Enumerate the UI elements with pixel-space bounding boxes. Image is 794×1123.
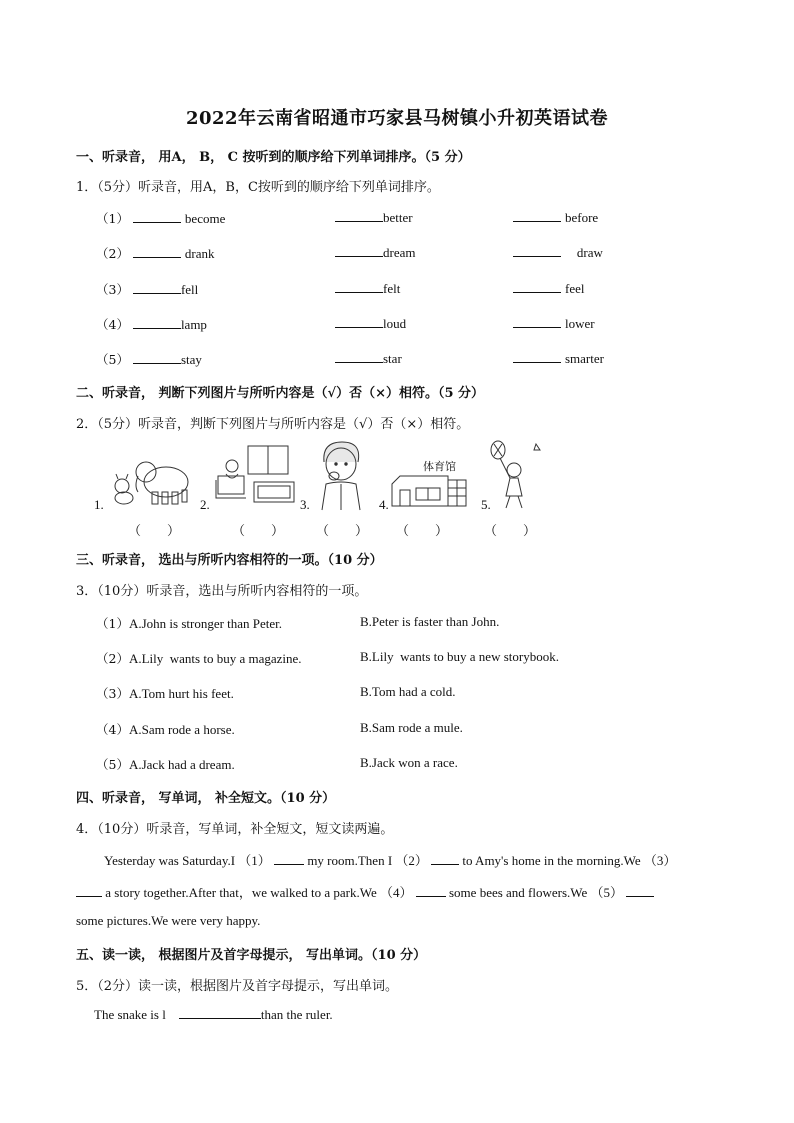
elephant-picture [108, 452, 198, 507]
option-b[interactable]: B.Lily wants to buy a new storybook. [360, 649, 559, 664]
sentence-start: The snake is l [94, 1007, 166, 1022]
list-item [96, 684, 234, 702]
picture-number: 3. [300, 497, 310, 512]
list-item [335, 315, 406, 332]
answer-paren[interactable]: （ ） [316, 524, 369, 539]
list-item [513, 350, 604, 367]
picture-number: 1. [94, 497, 104, 512]
list-item [513, 280, 584, 297]
word: become [184, 211, 226, 226]
answer-blank[interactable] [133, 316, 181, 329]
list-item [513, 209, 598, 226]
item-number: （5） [96, 352, 129, 367]
passage-text: to Amy's home in the morning.We （3） [462, 853, 677, 868]
answer-blank[interactable] [133, 281, 181, 294]
item-number: （4） [96, 317, 129, 332]
answer-paren[interactable]: （ ） [396, 524, 449, 539]
option-b[interactable]: B.Peter is faster than John. [360, 614, 500, 629]
section-2-heading: 二、听录音， 判断下列图片与所听内容是（√）否（×）相符。（5 分） [76, 386, 485, 401]
word: drank [184, 246, 215, 261]
picture-number: 5. [481, 497, 491, 512]
answer-blank[interactable] [626, 884, 654, 897]
list-item [513, 244, 603, 261]
item-number: （4） [96, 722, 129, 737]
passage-text: my room.Then I （2） [307, 853, 428, 868]
answer-blank[interactable] [335, 350, 383, 363]
section-1-heading: 一、听录音， 用A， B， C 按听到的顺序给下列单词排序。（5 分） [76, 150, 471, 165]
answer-blank[interactable] [513, 209, 561, 222]
badminton-girl-picture [488, 440, 548, 512]
word: loud [383, 316, 407, 331]
list-item [96, 315, 207, 333]
section-5-heading: 五、读一读， 根据图片及首字母提示， 写出单词。（10 分） [76, 948, 427, 963]
list-item [513, 315, 595, 332]
passage-line-2 [76, 882, 654, 901]
word: draw [576, 245, 603, 260]
passage-line-1 [104, 850, 676, 869]
section-3-heading: 三、听录音， 选出与所听内容相符的一项。（10 分） [76, 553, 383, 568]
passage-text: a story together.After that，we walked to a park.We （4） [105, 885, 413, 900]
question-2: 2．（5分）听录音，判断下列图片与所听内容是（√）否（×）相符。 [76, 417, 470, 432]
word: better [383, 210, 413, 225]
sentence [94, 1006, 333, 1023]
gym-sign: 体育馆 [423, 460, 456, 473]
option-a[interactable]: A.Sam rode a horse. [128, 722, 235, 737]
word: lamp [180, 317, 207, 332]
answer-paren[interactable]: （ ） [128, 524, 181, 539]
item-number: （1） [96, 211, 129, 226]
word: stay [180, 352, 202, 367]
passage-line-3: some pictures.We were very happy. [76, 913, 261, 928]
answer-blank[interactable] [335, 244, 383, 257]
option-a[interactable]: A.Lily wants to buy a magazine. [128, 651, 302, 666]
answer-blank[interactable] [133, 210, 181, 223]
answer-blank[interactable] [513, 315, 561, 328]
question-4: 4．（10分）听录音，写单词，补全短文，短文读两遍。 [76, 822, 394, 837]
word: felt [383, 281, 401, 296]
answer-blank[interactable] [133, 351, 181, 364]
living-room-picture [214, 442, 298, 508]
item-number: （3） [96, 686, 129, 701]
list-item [96, 614, 282, 632]
list-item [96, 720, 235, 738]
list-item [335, 350, 402, 367]
word: before [564, 210, 599, 225]
list-item [96, 649, 302, 667]
picture-number: 2. [200, 497, 210, 512]
list-item [335, 244, 415, 261]
item-number: （1） [96, 616, 129, 631]
picture-number: 4. [379, 497, 389, 512]
answer-blank[interactable] [335, 280, 383, 293]
answer-blank[interactable] [513, 280, 561, 293]
list-item [96, 209, 225, 227]
answer-blank[interactable] [335, 315, 383, 328]
answer-blank[interactable] [431, 852, 459, 865]
answer-blank[interactable] [335, 209, 383, 222]
answer-blank[interactable] [76, 884, 102, 897]
passage-text: some bees and flowers.We （5） [449, 885, 624, 900]
answer-blank[interactable] [274, 852, 304, 865]
answer-paren[interactable]: （ ） [484, 524, 537, 539]
option-a[interactable]: A.John is stronger than Peter. [128, 616, 283, 631]
list-item [96, 350, 202, 368]
page-title: 2022年云南省昭通市巧家县马树镇小升初英语试卷 [185, 108, 609, 129]
word: smarter [564, 351, 604, 366]
passage-text: Yesterday was Saturday.I （1） [104, 853, 271, 868]
gym-building-picture [390, 472, 468, 508]
option-b[interactable]: B.Tom had a cold. [360, 684, 456, 699]
word: fell [180, 282, 199, 297]
section-4-heading: 四、听录音， 写单词， 补全短文。（10 分） [76, 791, 336, 806]
option-a[interactable]: A.Jack had a dream. [128, 757, 235, 772]
answer-blank[interactable] [416, 884, 446, 897]
option-b[interactable]: B.Jack won a race. [360, 755, 458, 770]
list-item [96, 244, 215, 262]
word: feel [564, 281, 585, 296]
option-a[interactable]: A.Tom hurt his feet. [128, 686, 234, 701]
list-item [96, 755, 235, 773]
option-b[interactable]: B.Sam rode a mule. [360, 720, 463, 735]
answer-paren[interactable]: （ ） [232, 524, 285, 539]
answer-blank[interactable] [179, 1006, 261, 1019]
list-item [335, 280, 400, 297]
list-item [96, 280, 198, 298]
item-number: （5） [96, 757, 129, 772]
answer-blank[interactable] [133, 245, 181, 258]
item-number: （2） [96, 246, 129, 261]
question-1: 1．（5分）听录音，用A，B，C按听到的顺序给下列单词排序。 [76, 180, 440, 195]
word: dream [383, 245, 416, 260]
answer-blank[interactable] [513, 244, 561, 257]
question-5: 5．（2分）读一读，根据图片及首字母提示，写出单词。 [76, 979, 399, 994]
question-3: 3．（10分）听录音，选出与所听内容相符的一项。 [76, 584, 368, 599]
boy-picture [316, 440, 366, 512]
item-number: （2） [96, 651, 129, 666]
word: lower [564, 316, 595, 331]
sentence-end: than the ruler. [260, 1007, 333, 1022]
word: star [383, 351, 402, 366]
list-item [335, 209, 413, 226]
answer-blank[interactable] [513, 350, 561, 363]
item-number: （3） [96, 282, 129, 297]
